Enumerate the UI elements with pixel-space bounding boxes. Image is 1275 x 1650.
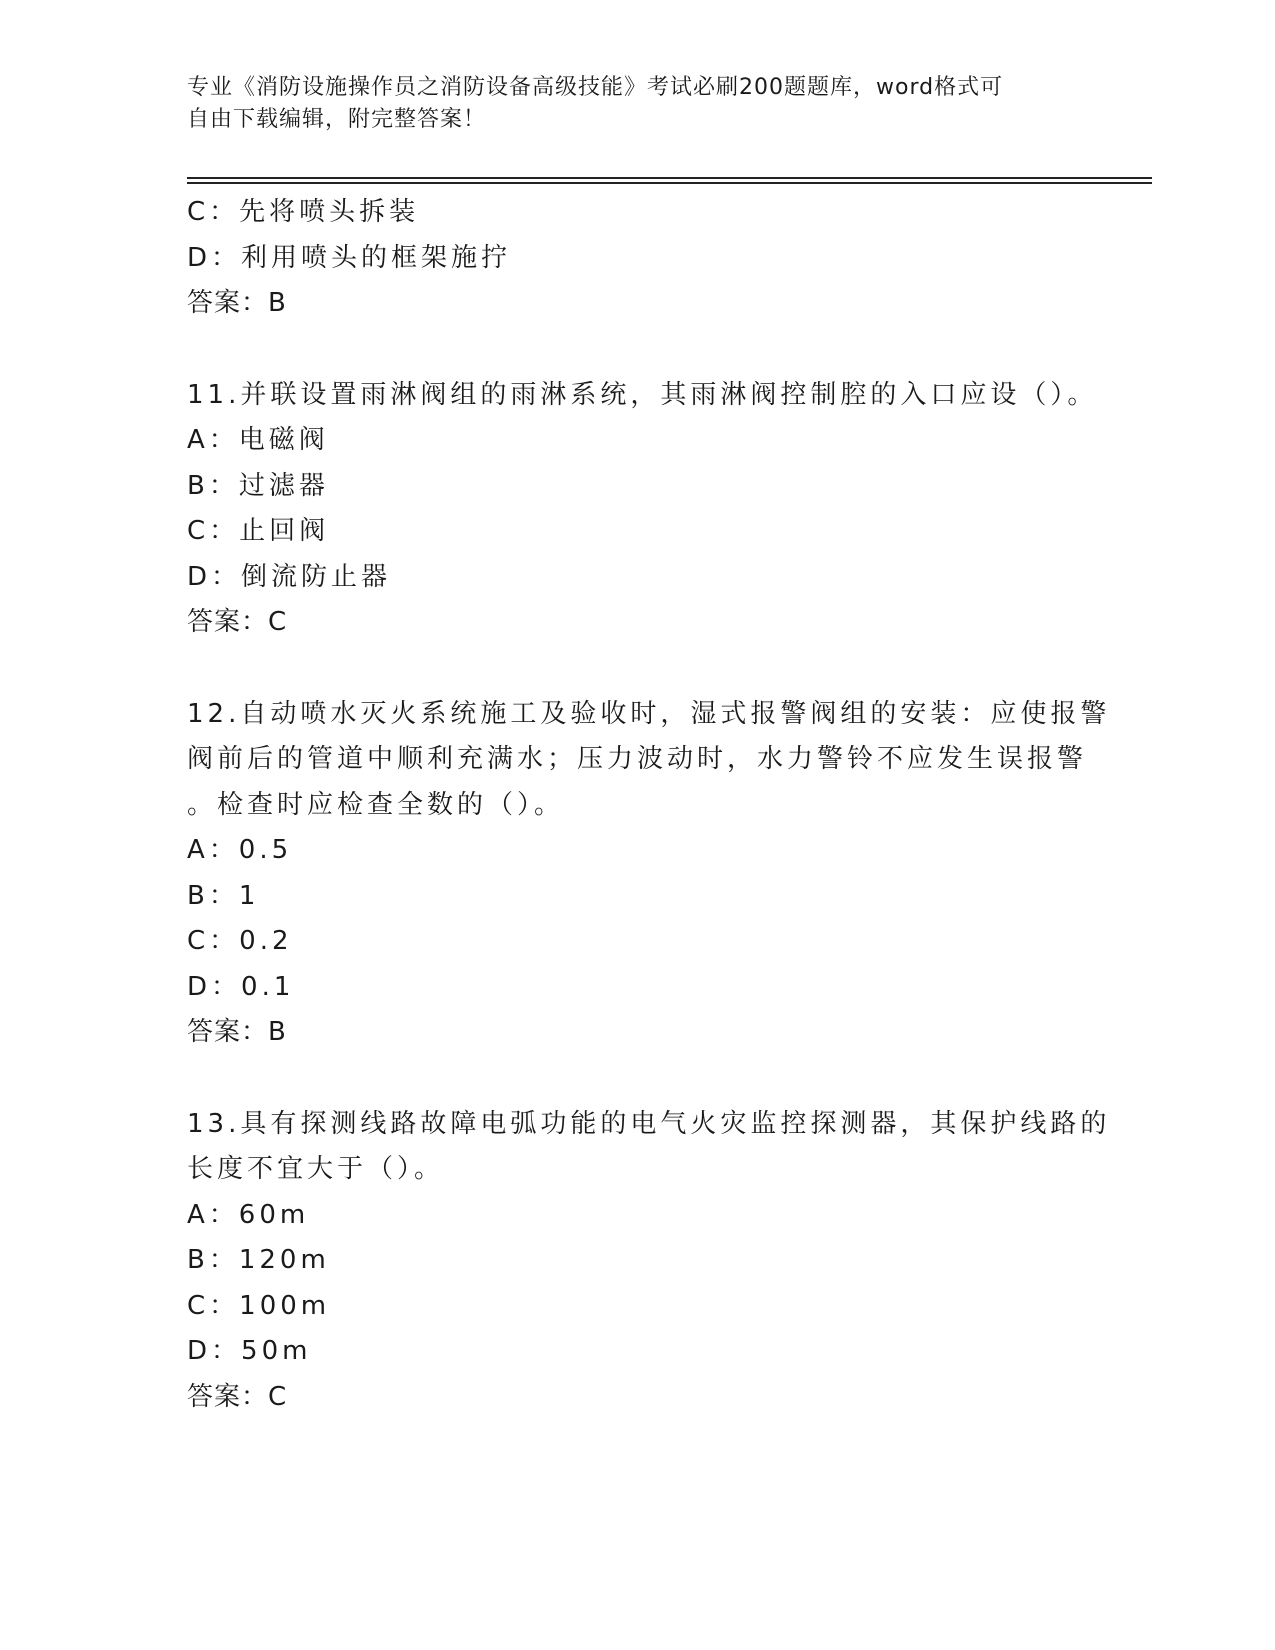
option-c: C：0.2: [187, 926, 293, 956]
header-line-1: 专业《消防设施操作员之消防设备高级技能》考试必刷200题题库，word格式可: [187, 75, 1004, 100]
question-stem: 。检查时应检查全数的（）。: [187, 789, 565, 820]
option-c: C：100m: [187, 1290, 331, 1321]
question-11: [187, 373, 1098, 646]
question-13: [187, 1102, 1111, 1421]
option-c: C：先将喷头拆装: [187, 197, 420, 227]
question-stem: 长度不宜大于（）。: [187, 1154, 445, 1184]
document-header: [187, 72, 1087, 136]
spacer: [187, 646, 1087, 692]
question-stem: 阀前后的管道中顺利充满水；压力波动时，水力警铃不应发生误报警: [187, 744, 1088, 774]
option-a: A：60m: [187, 1199, 310, 1230]
spacer: [187, 327, 1087, 373]
option-d: D：利用喷头的框架施拧: [187, 242, 512, 273]
option-b: B：1: [187, 880, 260, 911]
option-d: D：倒流防止器: [187, 561, 392, 592]
header-divider-top: [187, 177, 1152, 179]
option-b: B：过滤器: [187, 470, 329, 501]
answer-line: 答案：C: [187, 1381, 288, 1412]
answer-line: 答案：B: [187, 288, 287, 318]
question-stem: 11.并联设置雨淋阀组的雨淋系统，其雨淋阀控制腔的入口应设（）。: [187, 379, 1098, 410]
spacer: [187, 1056, 1087, 1102]
option-d: D：50m: [187, 1336, 312, 1366]
option-a: A：0.5: [187, 835, 293, 865]
question-12: [187, 692, 1111, 1056]
question-stem: 13.具有探测线路故障电弧功能的电气火灾监控探测器，其保护线路的: [187, 1108, 1111, 1139]
header-line-2: 自由下载编辑，附完整答案！: [187, 107, 487, 132]
question-stem: 12.自动喷水灭火系统施工及验收时，湿式报警阀组的安装：应使报警: [187, 698, 1111, 729]
option-a: A：电磁阀: [187, 425, 329, 455]
document-body: [187, 190, 1111, 1420]
option-b: B：120m: [187, 1245, 330, 1275]
answer-line: 答案：B: [187, 1017, 287, 1047]
option-d: D：0.1: [187, 971, 295, 1002]
option-c: C：止回阀: [187, 516, 330, 546]
header-divider-bottom: [187, 182, 1152, 184]
question-10-continuation: [187, 190, 1087, 327]
answer-line: 答案：C: [187, 607, 288, 637]
